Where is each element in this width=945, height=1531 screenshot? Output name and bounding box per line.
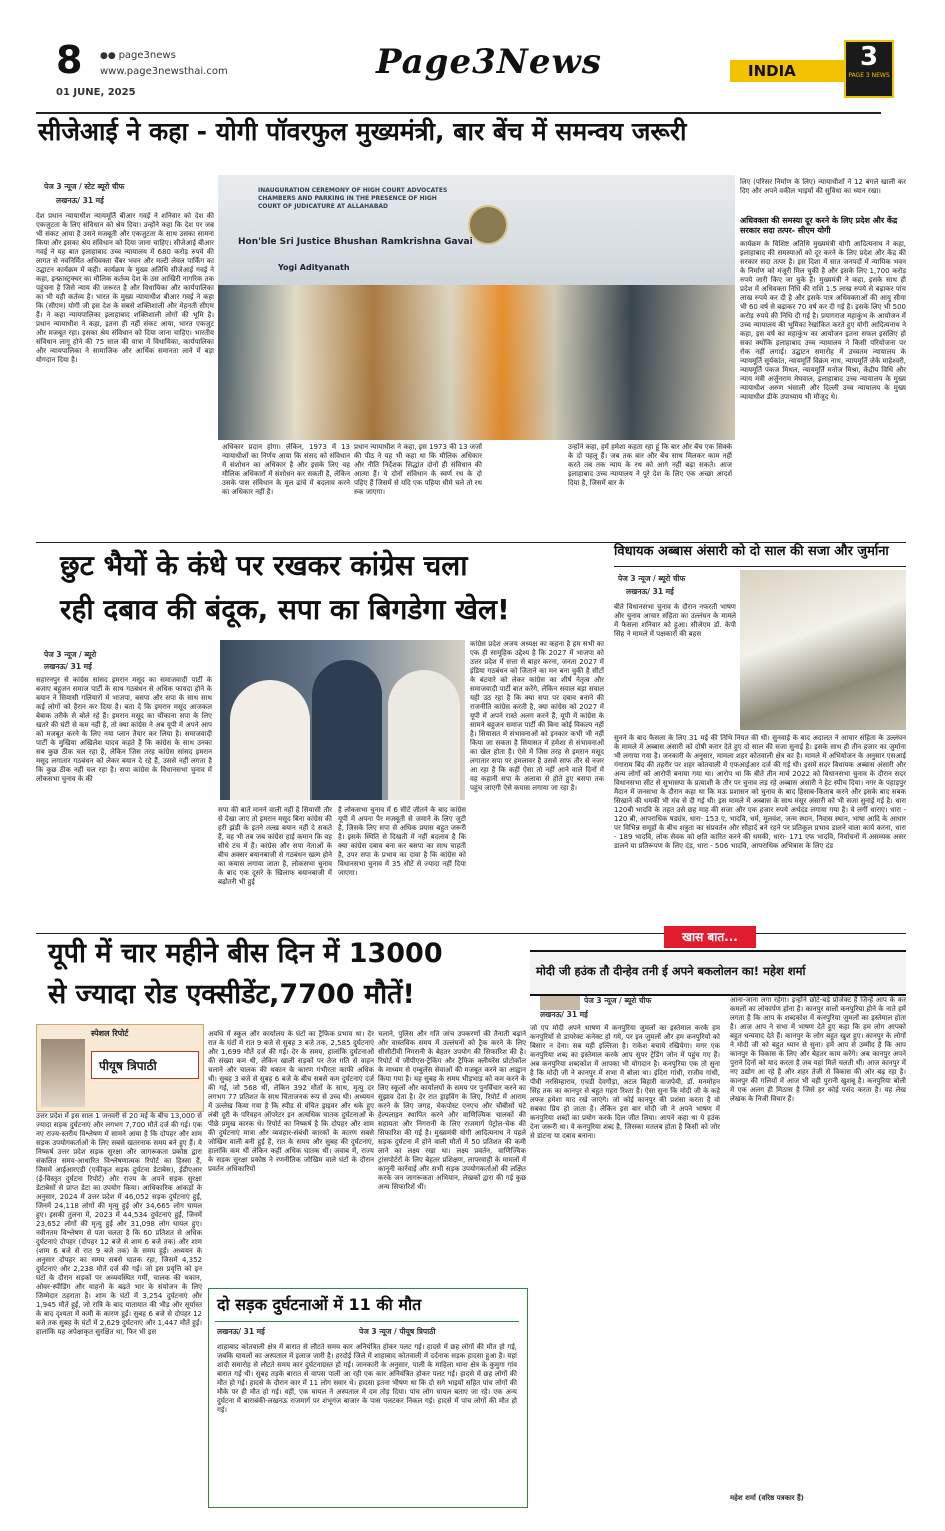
story4-headline-1: यूपी में चार महीने बीस दिन में 13000 <box>48 938 443 969</box>
story6-headline-bar <box>530 950 906 996</box>
story2-column-2: सपा की बातें मानने वाली नहीं है सियासी तौर से देखा जाए तो इमरान मसूद बिना कांग्रेस की हरी झंडी के इतने तल्ख़ बयान नहीं दे सकते हैं, वह भी तब जब कांग्रेस हाई कमान कि वह सीधे टच में हैं। कांग्रेस और सपा नेताओं के बीच अक्सर बयानबाजी से गठबंधन खत्म होने का कयास लगाया जाता है, लोकसभा चुनाव के बाद एक दूसरे के खिलाफ बयानबाजी में बढ़ोतरी भी हुई <box>218 806 332 886</box>
story2-headline-2: रही दबाव की बंदूक, सपा का बिगडेगा खेल! <box>60 593 510 626</box>
masthead: Page3News <box>376 42 602 82</box>
story1-column-2: अधिकार प्रदान होगा। लेकिन, 1973 में 13 न्यायाधीशों का निर्णय आया कि संसद को संविधान में संशोधन का अधिकार है और इसके लिए वह मौलिक अधिकारों में संशोधन कर सकती है, लेकिन उसके पास संविधान के मूल ढांचे में बदलाव करने का अधिकार नहीं है। <box>222 443 350 496</box>
stage-banner-text: INAUGURATION CEREMONY OF HIGH COURT ADVOCATES CHAMBERS AND PARKING IN THE PRESENCE OF HIGH COURT OF JUDICATURE AT ALLAHABAD <box>258 187 448 210</box>
crowd-dignitaries <box>218 285 735 440</box>
brand-logo <box>844 40 894 98</box>
special-report-label: स्पेशल रिपोर्ट <box>91 1029 129 1038</box>
logo-text: PAGE 3 NEWS <box>848 72 890 79</box>
edition-label: INDIA <box>748 62 796 80</box>
story2-photo <box>220 640 465 800</box>
story6-column-1: जो एप मोदी अपने भाषण में कनपुरिया जुमलों का इस्तेमाल करके हम कनपुरियों से डायरेक्ट कनेक्ट हो गये, पर इन जुमलों और हम कनपुरियों को बिसार न देना। सब यही इल्तिजा है। राकेश बचाये रखियेगा। मगर एक कनपुरिया शब्द का इस्तेमाल करके आप सुपर ट्रेडिंग जोन में पहुंच गए हैं। अब कनपुरिया शब्दकोश में आपका भी योगदान है। कनपुरिया एक तो सुना है कि मोदी जी ने कानपुर में सभा में बोला था। इंदिरा गांधी, राजीव गांधी, पीवी नरसिम्हाराव, एचडी देवगौड़ा, अटल बिहारी वाजपेयी, डॉ. मनमोहन सिंह तक का कानपुर से बहुत गहरा रिश्ता है। ऐसा सुना कि मोदी जी के कहे लफ्ज हमेशा याद रखे जाएंगे। जो कोई कानपुर की प्रशंसा करता है वो सबका प्रिय हो जाता है। लेकिन इस बार मोदी जी ने अपने भाषण में कनपुरिया शब्दों का प्रयोग करके दिल जीत लिया। आपने कहा था ये हउंक देना जरूरी था। ये कनपुरिया शब्द है, जिसका मतलब होता है किसी को जोर से डांटना या दबाव बनाना। <box>530 1024 720 1140</box>
story6-byline: पेज 3 न्यूज / ब्यूरो चीफ <box>584 996 652 1005</box>
page-header <box>36 36 890 102</box>
story6-author-photo <box>540 996 580 1010</box>
person-right <box>388 670 460 800</box>
story1-subhead: अधिवक्ता की समस्या दूर करने के लिए प्रदेश और केंद्र सरकार सदा तत्पर- सीएम योगी <box>740 216 898 235</box>
story5-byline: पेज 3 न्यूज / पीयूष त्रिपाठी <box>359 1327 436 1336</box>
story1-column-4: उन्होंने कहा, हमें हमेशा कहता रहा हूं कि बार और बेंच एक सिक्के के दो पहलू हैं। जब तक बार और बेंच साथ मिलकर काम नहीं करते तब तक न्याय के रथ को आगे नहीं बढ़ा सकते। आज इलाहाबाद उच्च न्यायालय ने पूरे देश के लिए एक अच्छा आदर्श दिया है, जिसमें बार के <box>568 443 732 487</box>
page-number: 8 <box>56 38 83 82</box>
story4-column-2: अवधि में स्कूल और कार्यालय के घंटों का ट्रैफिक प्रभाव था। देर रात के घंटों में रात 9 बजे से सुबह 3 बजे तक, 2,585 दुर्घटनाएं और 1,699 मौतें दर्ज की गईं। देर के समय, हालांकि दुर्घटनाओं की संख्या कम थी, लेकिन खाली सड़कों पर तेज गति से वाहन चलाने और चालक की थकान के कारण गंभीरता काफी अधिक थी। सुबह 3 बजे से सुबह 6 बजे के बीच सबसे कम दुर्घटनाएं दर्ज की गई, जो 568 थीं, लेकिन 392 मौतों के साथ, मृत्यु दर लगभग 77 प्रतिशत के साथ चिंताजनक रूप से उच्च थी। अध्ययन में उल्लेख किया गया है कि स्पीड से वंचित ड्राइवर और थके हुए लंबी दूरी के परिवहन ऑपरेटर इन अत्यधिक घातक दुर्घटनाओं के पीछे प्रमुख कारक थे। रिपोर्ट का निष्कर्ष है कि दोपहर और शाम की दुर्घटनाएं मात्रा और व्यवहार-संबंधी कारकों के कारण सबसे जोखिम वाली बनी हुई हैं, रात के समय और सुबह की दुर्घटनाएं, हालांकि कम थीं लेकिन कहीं अधिक घातक थीं। जवाब में, राज्य के सड़क सुरक्षा प्रकोष्ठ ने रणनीतिक जोखिम वाले घंटों के दौरान प्रवर्तन अधिकारियों <box>208 1030 374 1173</box>
story1-column-5b: कार्यक्रम के विशिष्ट अतिथि मुख्यमंत्री योगी आदित्यनाथ ने कहा, इलाहाबाद की समस्याओं को दूर करने के लिए प्रदेश और केंद्र की सरकार सदा तत्पर है। इस दिशा में सात जनपदों में न्यायिक भवन के निर्माण को मंजूरी मिल चुकी है और इसके लिए 1,700 करोड़ रुपये जारी किए जा चुके हैं। मुख्यमंत्री ने कहा, इसके साथ ही प्रदेश में अधिवक्ता निधि की राशि 1.5 लाख रुपये से बढ़ाकर पांच लाख रुपये कर दी है और इसके पात्र अधिवक्ताओं की आयु सीमा भी 60 वर्ष से बढ़ाकर 70 वर्ष कर दी गई है। इसके लिए भी 500 करोड़ रुपये की निधि दी गई है। प्रयागराज महाकुंभ के आयोजन में उच्च न्यायालय की भूमिका रेखांकित करते हुए योगी आदित्यनाथ ने कहा, इस वर्ष का महाकुंभ का आयोजन इतना सफल इसलिए हो सका क्योंकि इलाहाबाद उच्च न्यायालय ने किसी परियोजना पर रोक नहीं लगाई। उद्घाटन समारोह में उच्चतम न्यायालय के न्यायमूर्ति सूर्यकांत, न्यायमूर्ति विक्रम नाथ, न्यायमूर्ति जेके माहेश्वरी, न्यायमूर्ति पंकज मिथल, न्यायमूर्ति मनोज मिश्रा, केंद्रीय विधि और न्याय मंत्री अर्जुनराम मेघवाल, इलाहाबाद उच्च न्यायालय के मुख्य न्यायाधीश अरुण भंसाली और दिल्ली उच्च न्यायालय के मुख्य न्यायाधीश डीके उपाध्याय भी मौजूद थे। <box>740 240 906 401</box>
story3-column-1: बीते विधानसभा चुनाव के दौरान नफरती भाषण और चुनाव आचार संहिता का उल्लंघन के मामले में फैसला शनिवार को हुआ। सीजेएम डॉ. केपी सिंह ने मामले में पक्षकारों की बहस <box>614 603 736 638</box>
story1-photo <box>218 175 735 440</box>
story3-byline: पेज 3 न्यूज / ब्यूरो चीफ <box>618 574 686 583</box>
story1-headline: सीजेआई ने कहा - योगी पॉवरफुल मुख्यमंत्री, बार बेंच में समन्वय जरूरी <box>38 117 687 146</box>
author-name: पीयूष त्रिपाठी <box>99 1059 157 1073</box>
section-rule-2 <box>36 933 906 934</box>
social-handle-row <box>100 50 176 61</box>
social-handle: page3news <box>118 50 176 61</box>
stage-name-cm: Yogi Adityanath <box>278 263 350 272</box>
story2-column-4: कांग्रेस प्रदेश अजय अध्यक्ष का कहना है हम सभी का एक ही सामूहिक उद्देश्य है कि 2027 में भाजपा को उत्तर प्रदेश में सत्ता से बाहर करना, जनता 2027 में इंडिया गठबंधन को जिताने का मन बना चुकी है सीटों के बंटवारे को लेकर कांग्रेस का शीर्ष नेतृत्व और समाजवादी पार्टी बात करेंगे, लेकिन सवाल बड़ा सवाल यही उठ रहा है कि क्या सपा पर दबाव बनाने की राजनीति कांग्रेस करती है, क्या कांग्रेस को 2027 में यूपी में अपने रास्ते अलग करने हैं, यूपी में कांग्रेस के सामने बहुजन समाज पार्टी की बिना कोई विकल्प नहीं है। सियासत में संभावनाओं को इनकार कभी भी नहीं किया जा सकता है सियासत में हमेशा से संभावनाओं का खेल होता है। ऐसे में जिस तरह से इमरान मसूद लगातार सपा पर हमलावर है उससे साफ तौर से नजर आ रहा है कि कहीं ऐसा तो नहीं आने वाले दिनों में वह कहानी सपा के अलावा से होते हुए बसपा तक पहुंच जाएगी ऐसे कयास लगाया जा रहा है। <box>470 640 604 792</box>
story6-label <box>664 926 756 948</box>
website-url[interactable]: www.page3newsthai.com <box>100 66 228 77</box>
story1-column-3: प्रधान न्यायाधीश ने कहा, इस 1973 की 13 जजों की पीठ ने यह भी कहा था कि मौलिक अधिकार और नीति निर्देशक सिद्धांत दोनों ही संविधान की आत्मा हैं। ये दोनों संविधान के स्वर्ण रथ के दो पहिए हैं जिसमें से यदि एक पहिया धीमे चले तो रथ रुक जाएगा। <box>354 443 482 496</box>
story1-dateline: लखनऊ/ 31 मई <box>56 196 104 205</box>
section-rule-1 <box>36 542 906 543</box>
story6-headline: मोदी जी हउंक तौ दीन्हेव तनी ई अपने बकलोलन का! महेश शर्मा <box>536 964 806 978</box>
stage-name-cji: Hon'ble Sri Justice Bhushan Ramkrishna Gavai <box>238 237 473 247</box>
story4-headline-2: से ज्यादा रोड एक्सीडेंट,7700 मौतें! <box>48 979 415 1010</box>
story3-photo <box>740 570 906 730</box>
person-left <box>230 680 310 800</box>
story5-dateline: लखनऊ/ 31 मई <box>217 1327 265 1336</box>
story3-body: सुनने के बाद फैसला के लिए 31 मई की तिथि नियत की थी। सुनवाई के बाद अदालत ने आचार संहिता के उल्लंघन के मामले में अब्बास अंसारी को दोषी करार देते हुए दो साल की सजा सुनाई है। इसके साथ ही तीन हजार का जुर्माना भी लगाया गया है। जनकारी के अनुसार, मामला शहर कोतवाली क्षेत्र का है। मामले में अभियोजन के अनुसार एसआई गंगाराम बिंद की तहरीर पर शहर कोतवाली में एफआईआर दर्ज की गई थी। इसमें सदर विधायक अब्बास अंसारी और अन्य लोगों को आरोपी बनाया गया था। आरोप था कि बीते तीन मार्च 2022 को विधानसभा चुनाव के दौरान सदर विधानसभा सीट से सुभासपा के प्रत्याशी के तौर पर चुनाव लड़ रहे अब्बास अंसारी ने हेट स्पीच दिया। नगर के पहाड़पुर मैदान में जनसभा के दौरान कहा था कि मऊ प्रशासन को चुनाव के बाद हिसाब-किताब करने और इसके बाद सबक सिखाने की धमकी भी मंच से दी गई थी। इस मामले में अब्बास के साथ मंसूर अंसारी को भी सजा सुनाई गई है। धारा 120बी भादवि के तहत उसे छह माह की सजा और एक हजार रुपये अर्थदंड लगाया गया है। ये लगीं धाराएं। धारा - 120 बी, आपराधिक षड्यंत्र, धारा- 153 ए, भादवि, धर्म, मूलवंश, जन्म स्थान, निवास स्थान, भाषा आदि के आधार पर विभिन्न समूहों के बीच शत्रुता का संप्रवर्तन और सौहार्द बने रहने पर प्रतिकूल प्रभाव डालने वाला कार्य करना, धारा - 189 भादवि, लोक सेवक को क्षति कारित करने की धमकी, धारा- 171 एफ भादवि, निर्वाचनों में असम्यक असर डालने या प्रतिरूपण के लिए दंड, धारा - 506 भादवि, आपराधिक अभित्रास के लिए दंड <box>614 734 906 850</box>
story1-byline: पेज 3 न्यूज / स्टेट ब्यूरो चीफ <box>44 182 125 191</box>
story1-column-5: लिए (परिसर निर्माण के लिए) न्यायाधीशों ने 12 बंगले खाली कर दिए और अपने वकील भाइयों की सुविधा का ध्यान रखा। <box>740 178 906 195</box>
special-report-box <box>36 1024 204 1112</box>
header-rule <box>36 112 881 114</box>
story2-byline: पेज 3 न्यूज / ब्यूरो <box>44 650 97 659</box>
author-avatar <box>41 1039 85 1107</box>
story5-rule <box>215 1321 519 1322</box>
story5-headline: दो सड़क दुर्घटनाओं में 11 की मौत <box>217 1295 422 1314</box>
story2-dateline: लखनऊ/ 31 मई <box>44 662 92 671</box>
story6-column-2: आना-जाना लगा रहेगा। इन्होंने छोटे-बड़े प्रोजेक्ट हैं जिन्हें आप के कर कमलों का लोकार्पण होना है। कानपुर वालों कनपुरिया होने के नाते हमें लगता है कि आप के शब्दकोश में कनपुरिया जुमलों का इस्तेमाल होता है। आज आप ने सभा में भाषण देते हुए कहा कि हम लोग आपको बहुत धन्यवाद देते हैं। कानपुर के लोग बहुत खुश हुए। कानपुर के लोगों ने मोदी जी को बहुत ध्यान से सुना। हमें आप से उम्मीद है कि आप कानपुर के विकास के लिए और बेहतर काम करेंगे। अब कानपुर अपने पुराने दिनों को याद करता है जब यहां मिलें चलती थीं। आज कानपुर में नए उद्योग आ रहे हैं और शहर तेजी से विकास की ओर बढ़ रहा है। कानपुर की गलियों में आज भी वही पुरानी खुशबू है। कनपुरिया बोली में एक अलग ही मिठास है जिसे हर कोई पसंद करता है। यह लेख लेखक के निजी विचार हैं। <box>730 996 906 1103</box>
person-middle <box>312 660 382 800</box>
story5-box <box>208 1288 528 1508</box>
story6-author: महेश शर्मा (वरिष्ठ पत्रकार हैं) <box>730 1494 804 1502</box>
logo-number: 3 <box>859 42 879 72</box>
story2-headline-1: छुट भैयों के कंधे पर रखकर कांग्रेस चला <box>60 549 468 582</box>
emblem-icon <box>468 205 508 245</box>
story2-column-3: है लोकसभा चुनाव में 6 सीटें जीतने के बाद कांग्रेस यूपी में अपना पैर मजबूती से जमाने के लिए जुटी है, जिसके लिए सपा से अधिक प्रयास बहुत जरूरी है। इसके स्थिति से दिखती में नहीं बदलाव है कि क्या कांग्रेस दबाव बना कर बसपा का साथ चाहती है, उपर सपा के प्रभाव का दावा है कि कांग्रेस को विधानसभा चुनाव में 35 सीटें से ज्यादा नहीं दिया जाएगा। <box>338 806 466 877</box>
story2-column-1: सहारनपुर से कांग्रेस सांसद इमरान मसूद का समाजवादी पार्टी के बजाए बहुजन समाज पार्टी के साथ गठबंधन से अधिक फायदा होने के बयान ने सियासी गलियारों में भाजपा, बसपा और सपा के साथ साथ कई लोगों को हैरान कर दिया है। बता दें कि इमरान मसूद आजकल बेबाक तरीके से बोले रहे हैं। इमरान मसूद का चौंकाना सपा के लिए खतरे की घंटी से कम नहीं है, तो क्या कांग्रेस ने अब यूपी में अपने आप को मजबूत करने के लिए नया प्लान तैयार कर लिया है। समाजवादी पार्टी के मुखिया अखिलेश यादव कहते हैं कि कांग्रेस के साथ उनका सब कुछ ठीक चल रहा है, लेकिन जिस तरह कांग्रेस सांसद इमरान मसूद लगातार गठबंधन को लेकर बयान दे रहे हैं, उससे नहीं लगता है कि कुछ ठीक नहीं चल रहा है। सपा कांग्रेस के विधानसभा चुनाव में लोकसभा चुनाव के की <box>36 676 212 783</box>
story6-label-text: खास बात... <box>682 930 738 944</box>
story3-headline: विधायक अब्बास अंसारी को दो साल की सजा और जुर्माना <box>614 544 889 559</box>
issue-date: 01 JUNE, 2025 <box>56 87 136 98</box>
story3-rule <box>614 566 906 567</box>
story6-dateline: लखनऊ/ 31 मई <box>540 1010 588 1019</box>
story3-dateline: लखनऊ/ 31 मई <box>626 587 674 596</box>
social-icons: ●● <box>100 51 119 61</box>
story5-body: शाहाबाद कोतवाली क्षेत्र में बारात से लौटते समय कार अनियंत्रित होकर पलट गई। हादसे में छह लोगों की मौत हो गई, जबकि घायलों का अस्पताल में इलाज जारी है। हरदोई जिले में शाहाबाद कोतवाली में दर्दनाक सड़क हादसा हुआ है। यहां शादी समारोह से लौटते समय कार दुर्घटनाग्रस्त हो गई। जानकारी के अनुसार, पाली के माहिला थाना क्षेत्र के कुमुगा गांव बारात गई थी। सुबह तड़के बारात से वापस पाली आ रही एक कार अनियंत्रित होकर पलट गई। हादसे में छह लोगों की मौत हो गई। हादसे के दौरान कार में 11 लोग सवार थे। हादसा इतना भीषण था कि दो सगे भाइयों सहित पांच लोगों की मौके पर ही मौत हो गई। वहीं, एक घायल ने अस्पताल में दम तोड़ दिया। पांच लोग घायल बताए जा रहे। एक अन्य दुर्घटना में बाराबंकी-लखनऊ राजमार्ग पर शंभूगंज बाजार के पास पलटकर निकल गई। हादसे में पांच लोगों की मौत हो गई। <box>217 1343 517 1414</box>
story1-column-1: देश प्रधान न्यायाधीश न्यायमूर्ति बीआर गवई ने शनिवार को देश की एकजुटता के लिए संविधान को श्रेय दिया। उन्होंने कहा कि देश पर जब भी संकट आया है उसने मजबूती और एकजुटता के साथ उसका सामना किया और इसका श्रेय संविधान को दिया जाना चाहिए। सीजेआई बीआर गवई ने यह बात इलाहाबाद उच्च न्यायालय में 680 करोड़ रुपये की लागत से नवनिर्मित अधिवक्ता चैंबर भवन और मल्टी लेवल पार्किंग का उद्घाटन कार्यक्रम में कही। कार्यक्रम के मुख्य अतिथि सीजेआई गवई ने कहा, इन्फ्रास्ट्रक्चर का मौलिक कर्तव्य देश के उस आखिरी नागरिक तक पहुंचना है जिसे न्याय की जरूरत है और विधायिका और कार्यपालिका का भी यही कर्तव्य है। भारत के मुख्य न्यायाधीश बीआर गवई ने कहा कि (सीएम) योगी जी इस देश के सबसे शक्तिशाली और मेहनती सीएम हैं। ने कहा न्यायपालिका इलाहाबाद शक्तिशाली लोगों की भूमि है। प्रधान न्यायाधीश ने कहा, इतना ही नहीं संकट आया, भारत एकजुट और मजबूत रहा। इसका श्रेय संविधान को दिया जाना चाहिए। भारतीय संविधान लागू होने की 75 साल की यात्रा में विधायिका, कार्यपालिका और न्यायपालिका ने सामाजिक और आर्थिक समानता लाने में बड़ा योगदान दिया है। <box>36 212 214 364</box>
story4-column-1: उत्तर प्रदेश में इस साल 1 जनवरी से 20 मई के बीच 13,000 से ज्यादा सड़क दुर्घटनाएं और लगभग 7,700 मौतें दर्ज की गई। एक नए राज्य-स्तरीय विश्लेषण में सामने आया है कि दोपहर और शाम सड़क उपयोगकर्ताओं के लिए सबसे खतरनाक समय बने हुए हैं। ये निष्कर्ष उत्तर प्रदेश सड़क सुरक्षा और जागरूकता प्रकोष्ठ द्वारा संकलित समय-आधारित विश्लेषणात्मक रिपोर्ट का हिस्सा हैं, जिसमें आईआरएडी (एकीकृत सड़क दुर्घटना डेटाबेस), ईडीएआर (ई-विस्तृत दुर्घटना रिपोर्ट) और राज्य के अपने सड़क सुरक्षा डेटाबेसों से प्राप्त डेटा का उपयोग किया। आधिकारिक आंकड़ों के अनुसार, 2024 में उत्तर प्रदेश में 46,052 सड़क दुर्घटनाएं हुईं, जिनमें 24,118 लोगों की मृत्यु हुई और 34,665 लोग घायल हुए। इसकी तुलना में, 2023 में 44,534 दुर्घटनाएं हुईं, जिनमें 23,652 लोगों की मृत्यु हुई और 31,098 लोग घायल हुए। नवीनतम विश्लेषण से पता चलता है कि 60 प्रतिशत से अधिक दुर्घटनाएं दोपहर (दोपहर 12 बजे से शाम 6 बजे तक) और शाम (शाम 6 बजे से रात 9 बजे तक) के समय हुईं। अध्ययन के अनुसार दोपहर का समय सबसे घातक रहा, जिसमें 4,352 दुर्घटनाएं और 2,238 मौतें दर्ज की गईं। जो इस प्रवृत्ति को इन घंटों के दौरान सड़कों पर अव्यवस्थित गर्मी, चालक की थकान, ओवर-स्पीडिंग और वाहनों के बढ़ते भार के संयोजन के लिए जिम्मेदार ठहराता है। शाम के घंटों में 3,254 दुर्घटनाएं और 1,945 मौतें हुईं, जो रात्रि के बाद यातायात की भीड़ और सूर्यास्त के बाद दृश्यता में कमी के कारण हुईं। सुबह 6 बजे से दोपहर 12 बजे तक सुबह के घंटों में 2,629 दुर्घटनाएं और 1,447 मौतें हुईं। हालांकि यह अपेक्षाकृत सुरक्षित था, फिर भी इस <box>36 1112 202 1336</box>
story4-column-3: चलाने, पुलिस और गति जांच उपकरणों की तैनाती बढ़ाने और वास्तविक समय में उल्लंघनों को ट्रैक करने के लिए सीसीटीवी निगरानी के बेहतर उपयोग की सिफारिश की है। रिपोर्ट में जीपीएस-ट्रैकिंग और ट्रैफिक क्लीयरेंस प्रोटोकॉल के माध्यम से एम्बुलेंस सेवाओं की मजबूत करने का आह्वान किया गया है। यह सुबह के समय भीड़भाड़ को कम करने के लिए स्कूलों और कार्यालयों के समय पर पुनर्विचार करने का सुझाव देता है। देर रात ड्राइविंग के लिए, रिपोर्ट में आराम करने के लिए जगह, चेकपोस्ट एनएच और चौबीसों घंटे हेल्पलाइन स्थापित करने और वाणिज्यिक चालकों की सहायता और निगरानी के लिए राजमार्ग पेट्रोल-चेक की सिफारिश की गई है। मुख्यमंत्री योगी आदित्यनाथ ने पहले सड़क दुर्घटना में होने वाली मौतों में 50 प्रतिशत की कमी लाने का लक्ष्य रखा था। लक्ष्य प्रवर्तन, वाणिज्यिक ट्रांसपोर्टरों के लिए बेहतर प्रशिक्षण, लापरवाही के मामलों में कानूनी कार्रवाई और सभी सड़क उपयोगकर्ताओं की लक्षित करके जन जागरूकता अभियान, लेखकों द्वारा की गई कुछ अन्य सिफारिशें थीं। <box>378 1030 526 1191</box>
